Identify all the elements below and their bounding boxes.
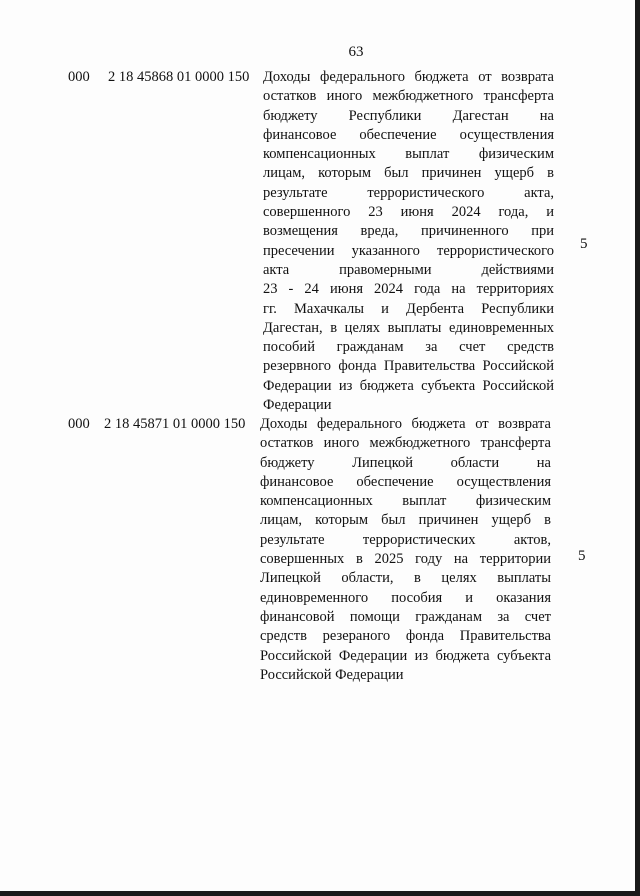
description-line: пособий гражданам за счет средств bbox=[263, 339, 554, 356]
description-line: лицам, которым был причинен ущерб в bbox=[263, 165, 554, 182]
description-line: лицам, которым был причинен ущерб в bbox=[260, 512, 551, 529]
description-line: Российской Федерации из бюджета субъекта bbox=[260, 647, 551, 664]
description-line: бюджету Липецкой области на bbox=[260, 454, 551, 471]
description-line: компенсационных выплат физическим bbox=[260, 493, 551, 510]
description-line: 23 - 24 июня 2024 года на территориях bbox=[263, 281, 554, 298]
amount-value: 5 bbox=[580, 236, 588, 252]
description-line: возмещения вреда, причиненного при bbox=[263, 223, 554, 240]
description-line: Федерации bbox=[263, 397, 332, 414]
description-line: Доходы федерального бюджета от возврата bbox=[263, 69, 554, 85]
page-number: 63 bbox=[348, 44, 364, 60]
classification-code: 2 18 45871 01 0000 150 bbox=[104, 416, 246, 432]
description-line: финансовое обеспечение осуществления bbox=[263, 126, 554, 143]
description-line: гг. Махачкалы и Дербента Республики bbox=[263, 300, 554, 317]
description-line: Российской Федерации bbox=[260, 666, 404, 683]
description-line: совершенного 23 июня 2024 года, и bbox=[263, 204, 554, 221]
classification-code: 2 18 45868 01 0000 150 bbox=[108, 69, 250, 85]
entry-description bbox=[260, 415, 551, 685]
description-line: финансовой помощи гражданам за счет bbox=[260, 608, 551, 625]
amount-value: 5 bbox=[578, 548, 586, 564]
description-line: Доходы федерального бюджета от возврата bbox=[260, 416, 551, 432]
scan-edge-bottom bbox=[0, 891, 640, 896]
description-line: финансовое обеспечение осуществления bbox=[260, 473, 551, 490]
description-line: резервного фонда Правительства Российской bbox=[263, 358, 554, 375]
description-line: остатков иного межбюджетного трансферта bbox=[263, 88, 554, 105]
description-line: акта правомерными действиями bbox=[263, 261, 554, 278]
description-line: Дагестан, в целях выплаты единовременных bbox=[263, 319, 554, 336]
description-line: Липецкой области, в целях выплаты bbox=[260, 570, 551, 587]
description-line: пресечении указанного террористического bbox=[263, 242, 554, 259]
description-line: результате террористических актов, bbox=[260, 531, 551, 548]
description-line: единовременного пособия и оказания bbox=[260, 589, 551, 606]
description-line: совершенных в 2025 году на территории bbox=[260, 551, 551, 568]
description-line: бюджету Республики Дагестан на bbox=[263, 107, 554, 124]
description-line: остатков иного межбюджетного трансферта bbox=[260, 435, 551, 452]
description-line: компенсационных выплат физическим bbox=[263, 146, 554, 163]
admin-code: 000 bbox=[68, 416, 90, 432]
description-line: средств резерaного фонда Правительства bbox=[260, 628, 551, 645]
scan-edge-right bbox=[635, 0, 640, 896]
description-line: результате террористического акта, bbox=[263, 184, 554, 201]
admin-code: 000 bbox=[68, 69, 90, 85]
entry-description bbox=[263, 68, 554, 415]
description-line: Федерации из бюджета субъекта Российской bbox=[263, 377, 554, 394]
